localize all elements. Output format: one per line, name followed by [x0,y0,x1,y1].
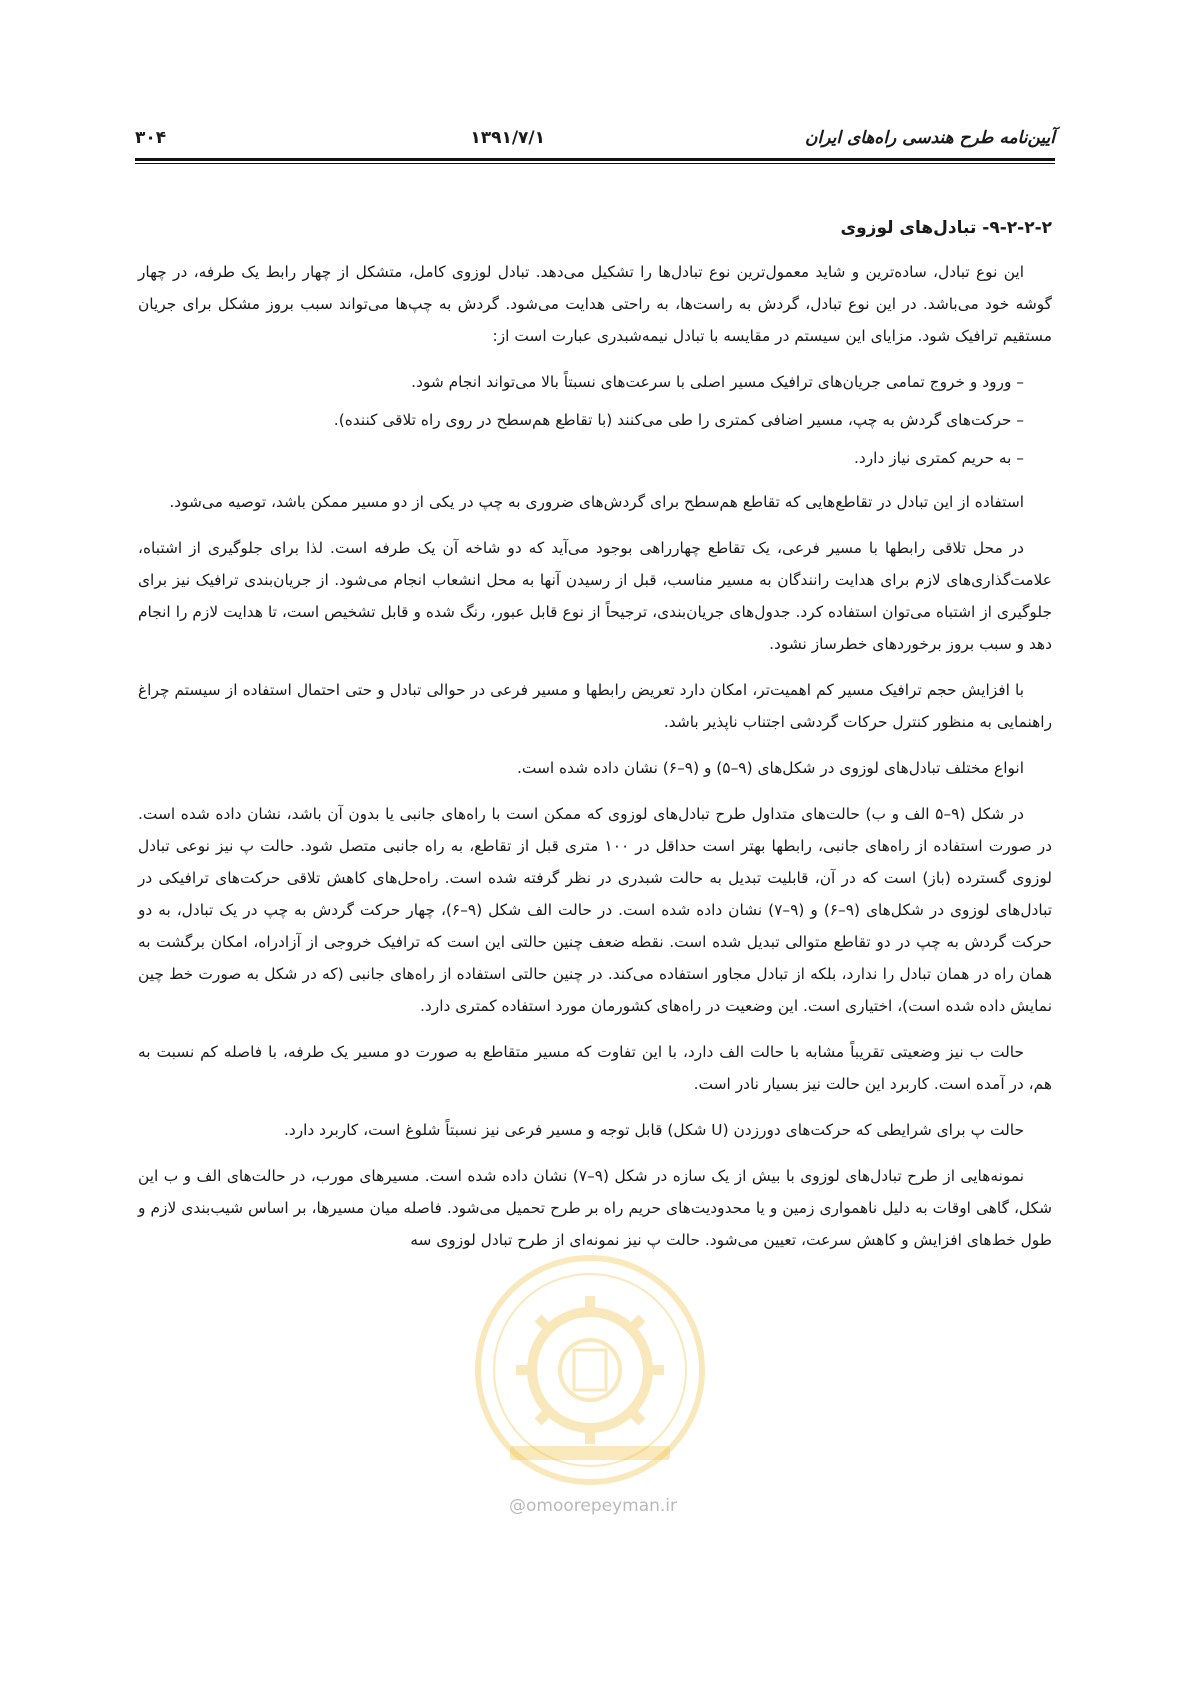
paragraph-list [138,256,1052,1256]
paragraph: این نوع تبادل، ساده‌ترین و شاید معمول‌ترین نوع تبادل‌ها را تشکیل می‌دهد. تبادل لوزوی کامل، متشکل از چهار رابط یک طرفه، در چهار گوشه خود می‌باشد. در این نوع تبادل، گردش به راست‌ها، به راحتی هدایت می‌شود. گردش به چپ‌ها می‌تواند سبب بروز مشکل برای جریان مستقیم ترافیک شود. مزایای این سیستم در مقایسه با تبادل نیمه‌شبدری عبارت است از: [138,263,1052,345]
watermark-site: @omoorepeyman.ir [508,1496,678,1516]
paragraph: حالت ب نیز وضعیتی تقریباً مشابه با حالت الف دارد، با این تفاوت که مسیر متقاطع به صورت دو مسیر یک طرفه، با فاصله کم نسبت به هم، در آمده است. کاربرد این حالت نیز بسیار نادر است. [138,1043,1052,1093]
paragraph: حالت پ برای شرایطی که حرکت‌های دورزدن (U شکل) قابل توجه و مسیر فرعی نیز نسبتاً شلوغ است، کاربرد دارد. [283,1121,1024,1139]
omoorepeyman-seal-icon [470,1250,710,1490]
paragraph: در شکل (۹–۵ الف و ب) حالت‌های متداول طرح تبادل‌های لوزوی که ممکن است با راه‌های جانبی یا بدون آن باشد، نشان داده شده است. در صورت استفاده از راه‌های جانبی، رابطها بهتر است حداقل در ۱۰۰ متری قبل از تقاطع، به راه جانبی متصل شود. حالت پ نیز نوعی تبادل لوزوی گسترده (باز) است که در آن، قابلیت تبدیل به حالت شبدری در نظر گرفته شده است. راه‌حل‌های کاهش تلاقی حرکت‌های ترافیکی در تبادل‌های لوزوی در شکل‌های (۹–۶) و (۹–۷) نشان داده شده است. در حالت الف شکل (۹–۶)، چهار حرکت گردش به چپ در یک تبادل، به دو حرکت گردش به چپ در دو تقاطع متوالی تبدیل شده است. نقطه ضعف چنین حالتی این است که ترافیک خروجی از آزادراه، امکان برگشت به همان راه در همان تبادل را ندارد، بلکه از تبادل مجاور استفاده می‌کند. در چنین حالتی استفاده از راه‌های جانبی (که در شکل به صورت خط چین نمایش داده شده است)، اختیاری است. این وضعیت در راه‌های کشورمان مورد استفاده کمتری دارد. [138,805,1052,1015]
bullet-item: – ورود و خروج تمامی جریان‌های ترافیک مسیر اصلی با سرعت‌های نسبتاً بالا می‌تواند انجام شود. [411,373,1024,391]
bullet-item: – به حریم کمتری نیاز دارد. [854,449,1024,467]
header-rule-thin [135,163,1055,164]
page-number: ۳۰۴ [135,128,167,148]
main-content [138,212,1052,1270]
header-date: ۱۳۹۱/۷/۱ [470,128,545,148]
paragraph: با افزایش حجم ترافیک مسیر کم اهمیت‌تر، امکان دارد تعریض رابطها و مسیر فرعی در حوالی تبادل و حتی احتمال استفاده از سیستم چراغ راهنمایی به منظور کنترل حرکات گردشی اجتناب ناپذیر باشد. [138,681,1052,731]
section-heading: ۹-۲-۲-۲- تبادل‌های لوزوی [840,218,1052,238]
header-rule-thick [135,158,1055,161]
paragraph: نمونه‌هایی از طرح تبادل‌های لوزوی با بیش از یک سازه در شکل (۹–۷) نشان داده شده است. مسیرهای مورب، در حالت‌های الف و ب این شکل، گاهی اوقات به دلیل ناهمواری زمین و یا محدودیت‌های حریم راه بر طرح تحمیل می‌شود. فاصله میان مسیرها، بر اساس شیب‌بندی لازم و طول خط‌های افزایش و کاهش سرعت، تعیین می‌شود. حالت پ نیز نمونه‌ای از طرح تبادل لوزوی سه [138,1167,1052,1249]
book-title: آیین‌نامه طرح هندسی راه‌های ایران [805,128,1055,148]
paragraph: استفاده از این تبادل در تقاطع‌هایی که تقاطع هم‌سطح برای گردش‌های ضروری به چپ در یکی از دو مسیر ممکن باشد، توصیه می‌شود. [169,493,1024,511]
paragraph: انواع مختلف تبادل‌های لوزوی در شکل‌های (۹–۵) و (۹–۶) نشان داده شده است. [516,759,1024,777]
page-header [135,128,1055,154]
bullet-item: – حرکت‌های گردش به چپ، مسیر اضافی کمتری را طی می‌کنند (با تقاطع هم‌سطح در روی راه تلاقی کننده). [333,411,1024,429]
paragraph: در محل تلاقی رابطها با مسیر فرعی، یک تقاطع چهارراهی بوجود می‌آید که دو شاخه آن یک طرفه است. لذا برای جلوگیری از اشتباه، علامت‌گذاری‌های لازم برای هدایت رانندگان به مسیر مناسب، قبل از رسیدن آنها به محل انشعاب انجام می‌شود. از جریان‌بندی ترافیک نیز برای جلوگیری از اشتباه می‌توان استفاده کرد. جدول‌های جریان‌بندی، ترجیحاً از نوع قابل عبور، رنگ شده و قابل تشخیص است، تا هدایت لازم را انجام دهد و سبب بروز برخوردهای خطرساز نشود. [138,539,1052,653]
